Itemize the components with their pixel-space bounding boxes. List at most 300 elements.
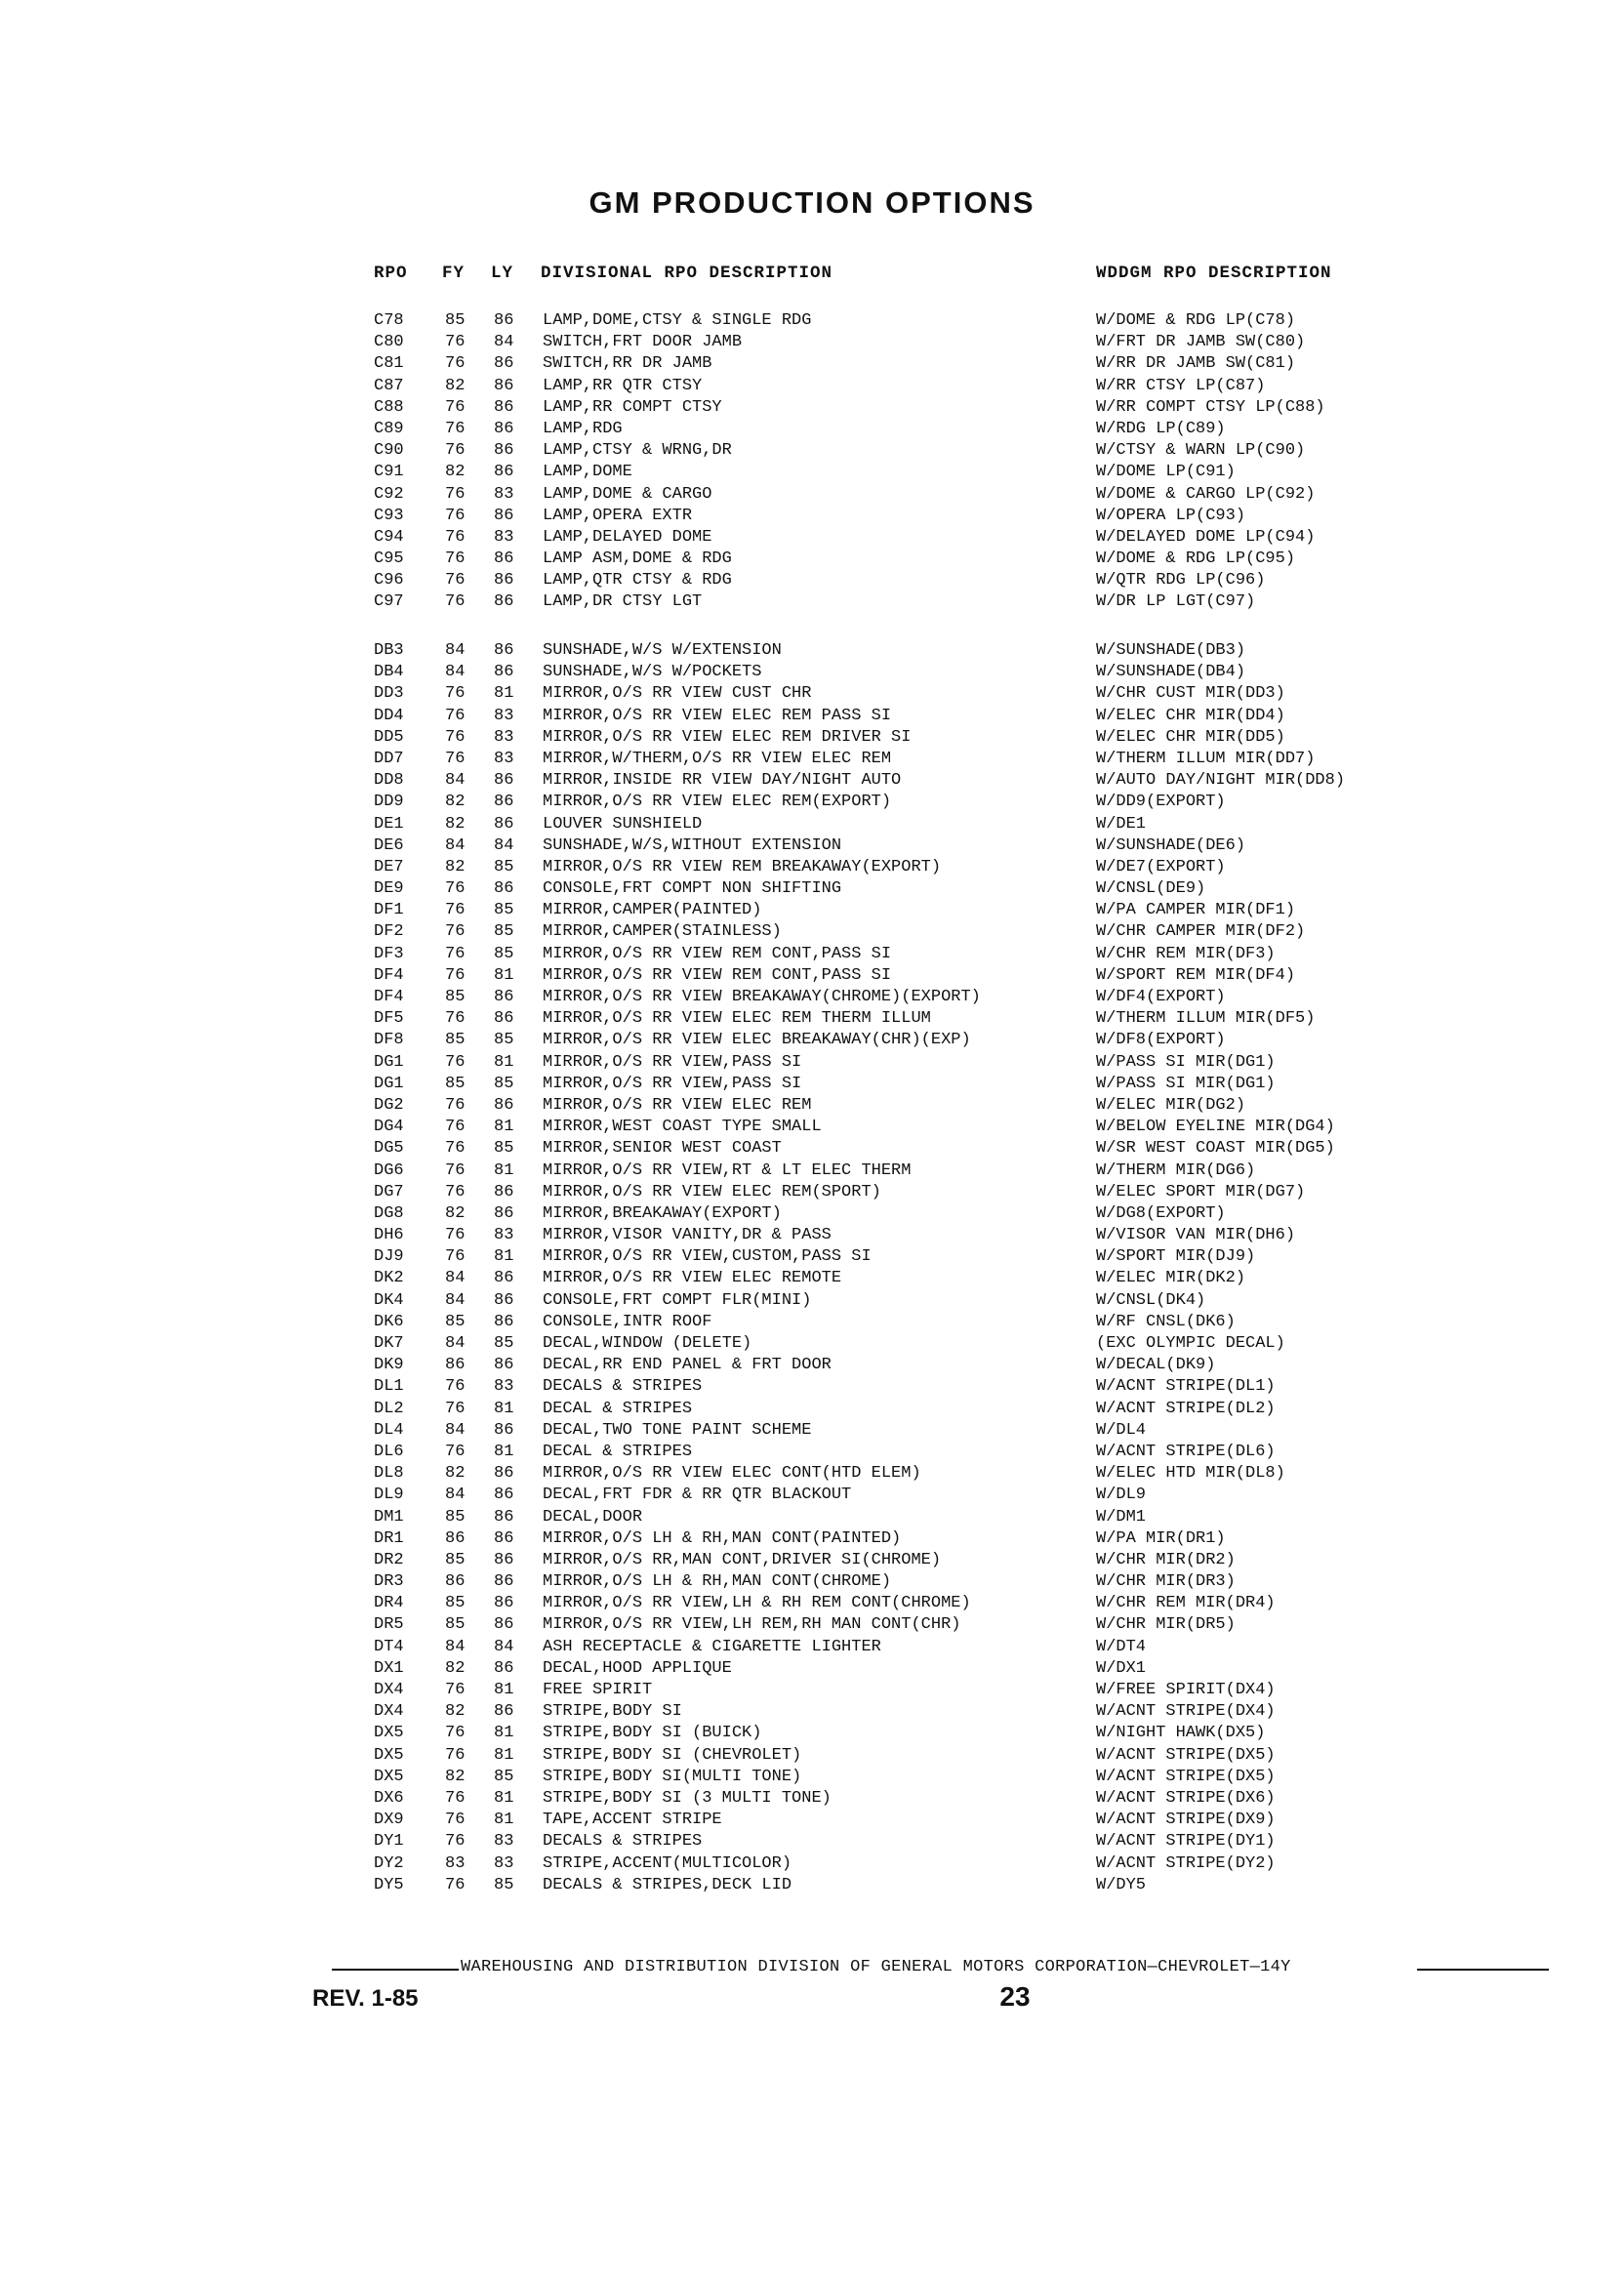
first-year: 76: [445, 727, 466, 747]
divisional-description: FREE SPIRIT: [543, 1681, 653, 1699]
divisional-description: LAMP,DOME & CARGO: [543, 484, 712, 504]
wddgm-description: W/DD9(EXPORT): [1096, 793, 1226, 812]
last-year: 85: [494, 1031, 514, 1050]
first-year: 76: [445, 1745, 466, 1765]
rpo-code: DG4: [374, 1118, 404, 1137]
rpo-code: C78: [374, 311, 404, 330]
wddgm-description: W/DR LP LGT(C97): [1096, 592, 1256, 612]
table-row: [0, 1614, 1624, 1636]
wddgm-description: W/NIGHT HAWK(DX5): [1096, 1724, 1266, 1743]
table-row: [0, 484, 1624, 506]
rpo-code: DG5: [374, 1139, 404, 1159]
page-title: GM PRODUCTION OPTIONS: [589, 185, 1035, 220]
rpo-code: C92: [374, 484, 404, 504]
wddgm-description: W/CNSL(DE9): [1096, 879, 1206, 899]
wddgm-description: W/ELEC MIR(DG2): [1096, 1095, 1246, 1115]
first-year: 84: [445, 1334, 466, 1353]
table-row: [0, 1831, 1624, 1852]
divisional-description: DECAL,RR END PANEL & FRT DOOR: [543, 1356, 832, 1375]
divisional-description: MIRROR,O/S RR VIEW BREAKAWAY(CHROME)(EXPORT): [543, 988, 981, 1006]
wddgm-description: W/ELEC SPORT MIR(DG7): [1096, 1182, 1306, 1201]
last-year: 83: [494, 1853, 514, 1873]
rpo-code: DD9: [374, 793, 404, 812]
table-row: [0, 965, 1624, 987]
wddgm-description: W/FRT DR JAMB SW(C80): [1096, 333, 1306, 352]
first-year: 76: [445, 1832, 466, 1852]
last-year: 86: [494, 1312, 514, 1331]
first-year: 76: [445, 749, 466, 768]
header-ly: LY: [491, 264, 514, 283]
last-year: 85: [494, 922, 514, 942]
first-year: 76: [445, 484, 466, 504]
last-year: 86: [494, 879, 514, 899]
header-rpo: RPO: [374, 264, 408, 283]
divisional-description: MIRROR,VISOR VANITY,DR & PASS: [543, 1226, 832, 1245]
divisional-description: MIRROR,O/S RR VIEW,PASS SI: [543, 1074, 802, 1093]
wddgm-description: W/AUTO DAY/NIGHT MIR(DD8): [1096, 771, 1346, 791]
table-row: [0, 1312, 1624, 1333]
last-year: 85: [494, 857, 514, 876]
wddgm-description: W/ACNT STRIPE(DL6): [1096, 1442, 1276, 1461]
table-row: [0, 591, 1624, 613]
wddgm-description: W/ELEC CHR MIR(DD4): [1096, 706, 1285, 725]
wddgm-description: W/THERM ILLUM MIR(DF5): [1096, 1009, 1316, 1029]
wddgm-description: W/DG8(EXPORT): [1096, 1203, 1226, 1223]
wddgm-description: W/DX1: [1096, 1658, 1147, 1678]
rpo-code: DX1: [374, 1658, 404, 1678]
wddgm-description: W/SUNSHADE(DE6): [1096, 835, 1246, 855]
table-row: [0, 1788, 1624, 1810]
divisional-description: DECAL,HOOD APPLIQUE: [543, 1658, 732, 1678]
last-year: 81: [494, 1724, 514, 1743]
wddgm-description: W/RDG LP(C89): [1096, 419, 1226, 438]
wddgm-description: W/SPORT MIR(DJ9): [1096, 1247, 1256, 1267]
rpo-code: DY5: [374, 1875, 404, 1894]
last-year: 86: [494, 1290, 514, 1310]
options-group-c: [0, 310, 1624, 614]
footer: [0, 1958, 1624, 1981]
first-year: 86: [445, 1356, 466, 1375]
rpo-code: DD8: [374, 771, 404, 791]
table-row: [0, 332, 1624, 353]
rpo-code: DD3: [374, 684, 404, 704]
table-row: [0, 770, 1624, 792]
divisional-description: SWITCH,RR DR JAMB: [543, 354, 712, 374]
divisional-description: MIRROR,O/S RR VIEW ELEC REM DRIVER SI: [543, 727, 912, 747]
table-row: [0, 549, 1624, 570]
first-year: 84: [445, 1269, 466, 1288]
last-year: 85: [494, 1139, 514, 1159]
divisional-description: SUNSHADE,W/S W/POCKETS: [543, 663, 762, 682]
divisional-description: DECAL,FRT FDR & RR QTR BLACKOUT: [543, 1486, 852, 1505]
wddgm-description: W/OPERA LP(C93): [1096, 506, 1246, 525]
table-row: [0, 1225, 1624, 1246]
first-year: 76: [445, 592, 466, 612]
last-year: 83: [494, 706, 514, 725]
table-row: [0, 440, 1624, 462]
table-row: [0, 570, 1624, 591]
footer-rule-left: [332, 1969, 459, 1971]
rpo-code: DL6: [374, 1442, 404, 1461]
rpo-code: DL1: [374, 1377, 404, 1397]
wddgm-description: W/DE1: [1096, 814, 1147, 834]
wddgm-description: W/CHR CUST MIR(DD3): [1096, 684, 1285, 704]
wddgm-description: W/SPORT REM MIR(DF4): [1096, 965, 1296, 985]
divisional-description: MIRROR,O/S RR VIEW ELEC REM PASS SI: [543, 706, 892, 725]
table-row: [0, 1463, 1624, 1485]
divisional-description: MIRROR,SENIOR WEST COAST: [543, 1139, 782, 1159]
first-year: 76: [445, 1052, 466, 1072]
rpo-code: DG7: [374, 1182, 404, 1201]
divisional-description: MIRROR,INSIDE RR VIEW DAY/NIGHT AUTO: [543, 771, 902, 791]
table-row: [0, 506, 1624, 527]
first-year: 85: [445, 311, 466, 330]
rpo-code: DF8: [374, 1031, 404, 1050]
table-row: [0, 1420, 1624, 1442]
rpo-code: DX6: [374, 1788, 404, 1808]
wddgm-description: W/ELEC CHR MIR(DD5): [1096, 727, 1285, 747]
wddgm-description: W/ELEC HTD MIR(DL8): [1096, 1464, 1285, 1484]
rpo-code: DY2: [374, 1853, 404, 1873]
rpo-code: DK4: [374, 1290, 404, 1310]
rpo-code: DX5: [374, 1767, 404, 1786]
rpo-code: DG8: [374, 1203, 404, 1223]
table-row: [0, 640, 1624, 662]
last-year: 86: [494, 641, 514, 660]
first-year: 82: [445, 463, 466, 482]
rpo-code: DR5: [374, 1615, 404, 1635]
first-year: 76: [445, 441, 466, 461]
last-year: 81: [494, 1745, 514, 1765]
rpo-code: DK6: [374, 1312, 404, 1331]
first-year: 82: [445, 1767, 466, 1786]
divisional-description: LAMP,RR QTR CTSY: [543, 376, 703, 395]
table-row: [0, 1052, 1624, 1074]
first-year: 85: [445, 1312, 466, 1331]
last-year: 86: [494, 1269, 514, 1288]
table-row: [0, 1571, 1624, 1593]
divisional-description: STRIPE,BODY SI (CHEVROLET): [543, 1745, 802, 1765]
last-year: 86: [494, 419, 514, 438]
first-year: 84: [445, 835, 466, 855]
last-year: 86: [494, 571, 514, 590]
divisional-description: MIRROR,WEST COAST TYPE SMALL: [543, 1118, 822, 1137]
rpo-code: DR2: [374, 1550, 404, 1569]
last-year: 85: [494, 1334, 514, 1353]
wddgm-description: W/ACNT STRIPE(DX9): [1096, 1811, 1276, 1830]
footer-rule-right: [1417, 1969, 1549, 1971]
last-year: 86: [494, 1009, 514, 1029]
divisional-description: MIRROR,O/S RR VIEW ELEC REMOTE: [543, 1269, 842, 1288]
last-year: 85: [494, 944, 514, 963]
divisional-description: MIRROR,O/S RR VIEW ELEC BREAKAWAY(CHR)(EXP): [543, 1031, 971, 1050]
wddgm-description: W/DOME & CARGO LP(C92): [1096, 484, 1316, 504]
first-year: 85: [445, 1074, 466, 1093]
rpo-code: DX5: [374, 1724, 404, 1743]
divisional-description: MIRROR,O/S LH & RH,MAN CONT(CHROME): [543, 1572, 892, 1592]
divisional-description: DECAL,WINDOW (DELETE): [543, 1334, 752, 1353]
last-year: 81: [494, 965, 514, 985]
divisional-description: LAMP,DR CTSY LGT: [543, 592, 703, 612]
first-year: 84: [445, 641, 466, 660]
last-year: 86: [494, 988, 514, 1006]
last-year: 86: [494, 550, 514, 569]
first-year: 76: [445, 1399, 466, 1418]
wddgm-description: W/DOME & RDG LP(C78): [1096, 311, 1296, 330]
last-year: 86: [494, 1182, 514, 1201]
divisional-description: MIRROR,O/S RR VIEW ELEC CONT(HTD ELEM): [543, 1464, 921, 1484]
wddgm-description: W/CHR MIR(DR3): [1096, 1572, 1236, 1592]
table-row: [0, 1376, 1624, 1398]
first-year: 84: [445, 663, 466, 682]
rpo-code: DY1: [374, 1832, 404, 1852]
first-year: 76: [445, 527, 466, 547]
rpo-code: C97: [374, 592, 404, 612]
page-number: 23: [999, 1981, 1031, 2012]
last-year: 86: [494, 1464, 514, 1484]
rpo-code: DF4: [374, 988, 404, 1006]
revision-label: REV. 1-85: [312, 1985, 419, 2012]
table-row: [0, 1701, 1624, 1723]
first-year: 86: [445, 1572, 466, 1592]
wddgm-description: W/PASS SI MIR(DG1): [1096, 1074, 1276, 1093]
table-row: [0, 1593, 1624, 1614]
table-row: [0, 1528, 1624, 1550]
wddgm-description: W/SUNSHADE(DB3): [1096, 641, 1246, 660]
table-row: [0, 944, 1624, 965]
divisional-description: SWITCH,FRT DOOR JAMB: [543, 333, 743, 352]
divisional-description: LAMP,RR COMPT CTSY: [543, 397, 722, 417]
divisional-description: LAMP,DOME: [543, 463, 632, 482]
divisional-description: MIRROR,O/S RR VIEW REM CONT,PASS SI: [543, 944, 892, 963]
first-year: 76: [445, 1139, 466, 1159]
rpo-code: DB4: [374, 663, 404, 682]
table-row: [0, 857, 1624, 878]
table-row: [0, 727, 1624, 749]
wddgm-description: (EXC OLYMPIC DECAL): [1096, 1334, 1285, 1353]
first-year: 76: [445, 1377, 466, 1397]
wddgm-description: W/DOME LP(C91): [1096, 463, 1236, 482]
rpo-code: DF4: [374, 965, 404, 985]
wddgm-description: W/DOME & RDG LP(C95): [1096, 550, 1296, 569]
wddgm-description: W/DY5: [1096, 1875, 1147, 1894]
first-year: 76: [445, 965, 466, 985]
last-year: 86: [494, 1528, 514, 1548]
rpo-code: DF5: [374, 1009, 404, 1029]
last-year: 86: [494, 1702, 514, 1722]
last-year: 86: [494, 663, 514, 682]
table-row: [0, 1658, 1624, 1680]
divisional-description: MIRROR,BREAKAWAY(EXPORT): [543, 1203, 782, 1223]
first-year: 84: [445, 771, 466, 791]
first-year: 82: [445, 857, 466, 876]
table-row: [0, 878, 1624, 900]
rpo-code: DD5: [374, 727, 404, 747]
first-year: 76: [445, 1788, 466, 1808]
rpo-code: C89: [374, 419, 404, 438]
last-year: 81: [494, 1681, 514, 1699]
first-year: 76: [445, 879, 466, 899]
divisional-description: STRIPE,BODY SI (BUICK): [543, 1724, 762, 1743]
divisional-description: SUNSHADE,W/S,WITHOUT EXTENSION: [543, 835, 842, 855]
rpo-code: DJ9: [374, 1247, 404, 1267]
divisional-description: LAMP,CTSY & WRNG,DR: [543, 441, 732, 461]
rpo-code: DE1: [374, 814, 404, 834]
last-year: 81: [494, 1442, 514, 1461]
wddgm-description: W/DT4: [1096, 1637, 1147, 1656]
first-year: 82: [445, 814, 466, 834]
last-year: 86: [494, 1615, 514, 1635]
divisional-description: SUNSHADE,W/S W/EXTENSION: [543, 641, 782, 660]
table-row: [0, 1507, 1624, 1528]
last-year: 81: [494, 1788, 514, 1808]
first-year: 76: [445, 397, 466, 417]
first-year: 76: [445, 944, 466, 963]
first-year: 76: [445, 1160, 466, 1180]
rpo-code: DK9: [374, 1356, 404, 1375]
table-row: [0, 1095, 1624, 1117]
table-row: [0, 921, 1624, 943]
first-year: 76: [445, 1095, 466, 1115]
table-row: [0, 1138, 1624, 1160]
rpo-code: DR3: [374, 1572, 404, 1592]
divisional-description: DECAL,DOOR: [543, 1507, 643, 1527]
last-year: 81: [494, 1399, 514, 1418]
last-year: 83: [494, 749, 514, 768]
divisional-description: LAMP ASM,DOME & RDG: [543, 550, 732, 569]
table-row: [0, 835, 1624, 857]
table-row: [0, 397, 1624, 419]
divisional-description: MIRROR,W/THERM,O/S RR VIEW ELEC REM: [543, 749, 892, 768]
rpo-code: DM1: [374, 1507, 404, 1527]
last-year: 86: [494, 1420, 514, 1440]
wddgm-description: W/CHR CAMPER MIR(DF2): [1096, 922, 1306, 942]
divisional-description: DECAL,TWO TONE PAINT SCHEME: [543, 1420, 812, 1440]
table-row: [0, 1117, 1624, 1138]
first-year: 76: [445, 1182, 466, 1201]
last-year: 86: [494, 441, 514, 461]
first-year: 84: [445, 1486, 466, 1505]
divisional-description: MIRROR,O/S RR VIEW ELEC REM(EXPORT): [543, 793, 892, 812]
rpo-code: DR1: [374, 1528, 404, 1548]
first-year: 76: [445, 1681, 466, 1699]
rpo-code: DE7: [374, 857, 404, 876]
table-row: [0, 706, 1624, 727]
last-year: 86: [494, 1507, 514, 1527]
rpo-code: DL9: [374, 1486, 404, 1505]
first-year: 76: [445, 354, 466, 374]
first-year: 76: [445, 1247, 466, 1267]
divisional-description: MIRROR,CAMPER(PAINTED): [543, 901, 762, 920]
first-year: 82: [445, 1203, 466, 1223]
divisional-description: DECALS & STRIPES: [543, 1832, 703, 1852]
wddgm-description: W/DL9: [1096, 1486, 1147, 1505]
first-year: 85: [445, 1594, 466, 1613]
wddgm-description: W/ACNT STRIPE(DX5): [1096, 1745, 1276, 1765]
table-row: [0, 1442, 1624, 1463]
last-year: 84: [494, 333, 514, 352]
divisional-description: STRIPE,BODY SI(MULTI TONE): [543, 1767, 802, 1786]
table-row: [0, 1723, 1624, 1744]
wddgm-description: W/CNSL(DK4): [1096, 1290, 1206, 1310]
divisional-description: MIRROR,CAMPER(STAINLESS): [543, 922, 782, 942]
table-row: [0, 662, 1624, 683]
last-year: 86: [494, 1572, 514, 1592]
last-year: 86: [494, 771, 514, 791]
first-year: 82: [445, 793, 466, 812]
first-year: 76: [445, 901, 466, 920]
rpo-code: C93: [374, 506, 404, 525]
last-year: 85: [494, 901, 514, 920]
rpo-code: DF1: [374, 901, 404, 920]
divisional-description: CONSOLE,FRT COMPT NON SHIFTING: [543, 879, 842, 899]
divisional-description: MIRROR,O/S RR VIEW,CUSTOM,PASS SI: [543, 1247, 872, 1267]
first-year: 82: [445, 1464, 466, 1484]
rpo-code: DG1: [374, 1052, 404, 1072]
last-year: 81: [494, 1160, 514, 1180]
rpo-code: DL8: [374, 1464, 404, 1484]
wddgm-description: W/ACNT STRIPE(DL1): [1096, 1377, 1276, 1397]
table-row: [0, 1680, 1624, 1701]
last-year: 84: [494, 835, 514, 855]
divisional-description: LAMP,DELAYED DOME: [543, 527, 712, 547]
wddgm-description: W/CHR MIR(DR5): [1096, 1615, 1236, 1635]
rpo-code: DE9: [374, 879, 404, 899]
wddgm-description: W/ACNT STRIPE(DY1): [1096, 1832, 1276, 1852]
rpo-code: DG6: [374, 1160, 404, 1180]
table-row: [0, 1637, 1624, 1658]
first-year: 76: [445, 706, 466, 725]
rpo-code: C96: [374, 571, 404, 590]
table-row: [0, 1853, 1624, 1875]
last-year: 81: [494, 1052, 514, 1072]
last-year: 81: [494, 1811, 514, 1830]
last-year: 81: [494, 1118, 514, 1137]
wddgm-description: W/ACNT STRIPE(DX5): [1096, 1767, 1276, 1786]
rpo-code: C87: [374, 376, 404, 395]
divisional-description: CONSOLE,FRT COMPT FLR(MINI): [543, 1290, 812, 1310]
table-row: [0, 1160, 1624, 1182]
rpo-code: DX9: [374, 1811, 404, 1830]
divisional-description: DECAL & STRIPES: [543, 1399, 693, 1418]
table-row: [0, 1333, 1624, 1355]
wddgm-description: W/DECAL(DK9): [1096, 1356, 1216, 1375]
table-row: [0, 1485, 1624, 1506]
wddgm-description: W/VISOR VAN MIR(DH6): [1096, 1226, 1296, 1245]
first-year: 83: [445, 1853, 466, 1873]
first-year: 76: [445, 1118, 466, 1137]
first-year: 84: [445, 1290, 466, 1310]
rpo-code: DF3: [374, 944, 404, 963]
wddgm-description: W/ACNT STRIPE(DY2): [1096, 1853, 1276, 1873]
rpo-code: DE6: [374, 835, 404, 855]
last-year: 85: [494, 1074, 514, 1093]
wddgm-description: W/QTR RDG LP(C96): [1096, 571, 1266, 590]
first-year: 76: [445, 922, 466, 942]
first-year: 76: [445, 1009, 466, 1029]
header-wddgm-description: WDDGM RPO DESCRIPTION: [1096, 264, 1332, 283]
wddgm-description: W/DF8(EXPORT): [1096, 1031, 1226, 1050]
table-row: [0, 1246, 1624, 1268]
last-year: 86: [494, 1550, 514, 1569]
last-year: 86: [494, 592, 514, 612]
first-year: 85: [445, 988, 466, 1006]
rpo-code: C80: [374, 333, 404, 352]
table-row: [0, 462, 1624, 483]
divisional-description: MIRROR,O/S LH & RH,MAN CONT(PAINTED): [543, 1528, 902, 1548]
divisional-description: MIRROR,O/S RR VIEW,PASS SI: [543, 1052, 802, 1072]
rpo-code: DF2: [374, 922, 404, 942]
